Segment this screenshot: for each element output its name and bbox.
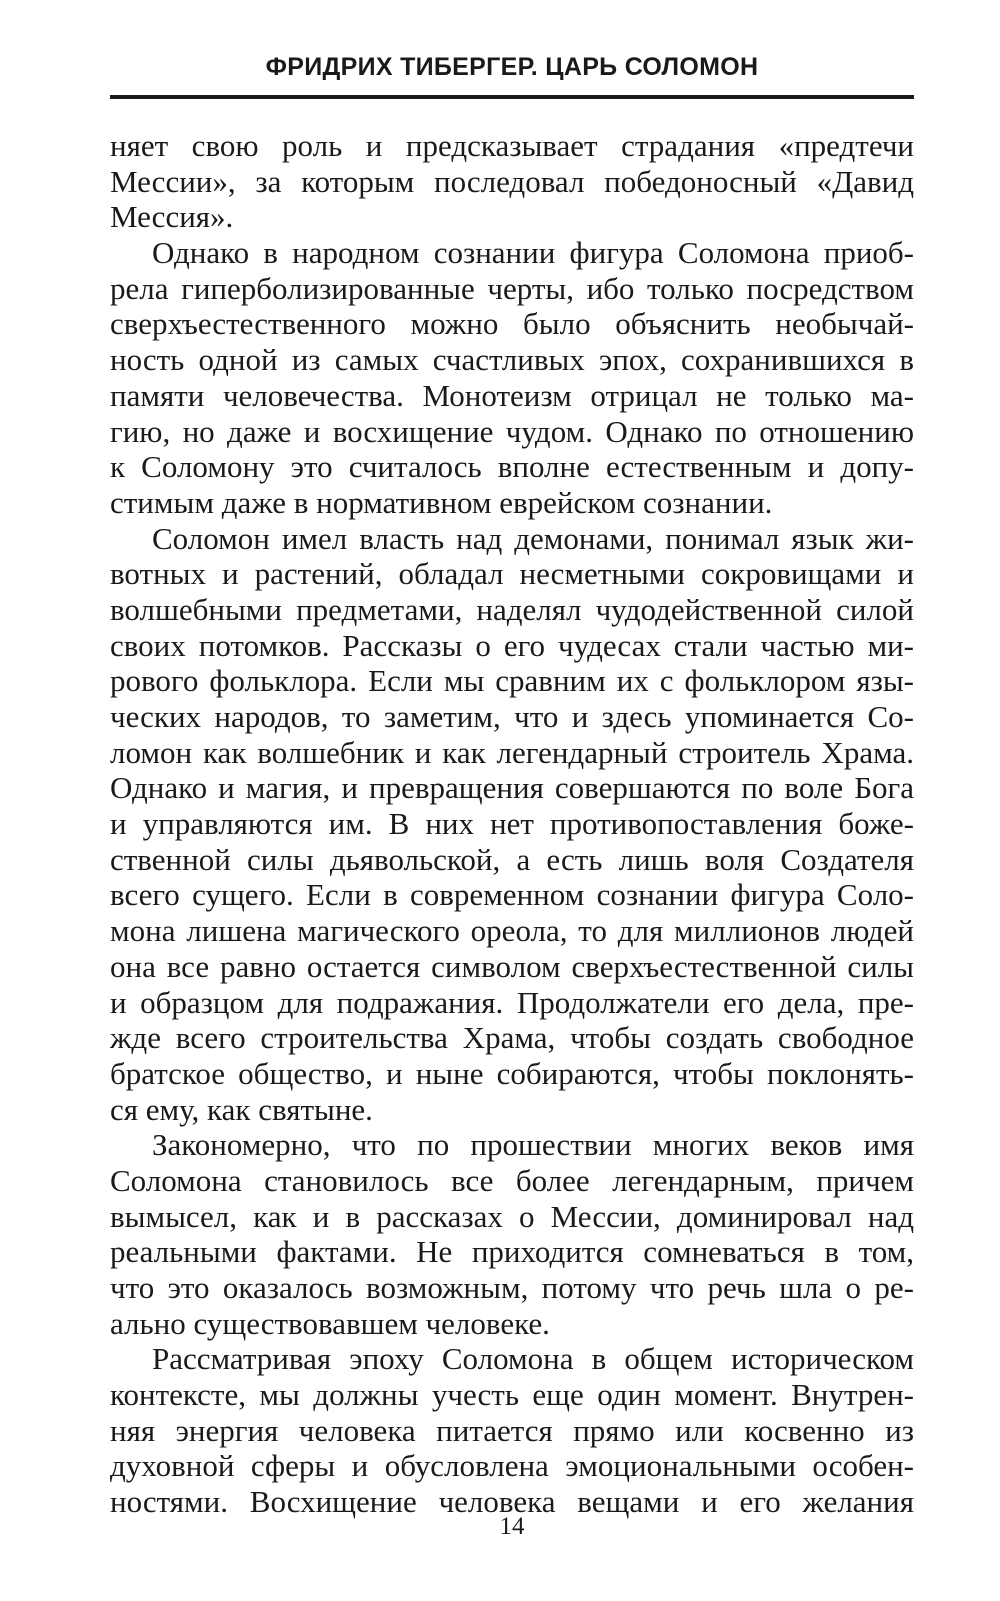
text-line: Рассматривая эпоху Соломона в общем историческом: [152, 1341, 914, 1377]
text-line: Соломон имел власть над демонами, понимал язык жи-: [152, 520, 914, 556]
text-line: Однако и магия, и превращения совершаются по воле Бога: [110, 770, 914, 806]
text-line: рела гиперболизированные черты, ибо только посредством: [110, 270, 914, 306]
text-line: и образцом для подражания. Продолжатели его дела, пре-: [110, 984, 914, 1020]
text-line: жде всего строительства Храма, чтобы создать свободное: [110, 1020, 914, 1056]
text-line: вотных и растений, обладал несметными сокровищами и: [110, 556, 914, 592]
text-line: она все равно остается символом сверхъестественной силы: [110, 948, 914, 984]
text-line: ностями. Восхищение человека вещами и его желания: [110, 1484, 914, 1520]
text-line: волшебными предметами, наделял чудодейственной силой: [110, 591, 914, 627]
text-line: рового фольклора. Если мы сравним их с фольклором язы-: [110, 663, 914, 699]
text-line: сверхъестественного можно было объяснить необычай-: [110, 306, 914, 342]
text-line: ально существовавшем человеке.: [110, 1305, 550, 1341]
text-line: всего сущего. Если в современном сознании фигура Соло-: [110, 877, 914, 913]
text-line: своих потомков. Рассказы о его чудесах стали частью ми-: [110, 627, 914, 663]
page-number: 14: [499, 1513, 525, 1540]
body-text: [110, 128, 914, 1520]
text-line: Мессия».: [110, 199, 234, 235]
text-line: гию, но даже и восхищение чудом. Однако по отношению: [110, 413, 914, 449]
text-line: Закономерно, что по прошествии многих веков имя: [152, 1127, 914, 1163]
header-rule: [110, 95, 914, 99]
text-line: ственной силы дьявольской, а есть лишь воля Создателя: [110, 841, 914, 877]
text-line: памяти человечества. Монотеизм отрицал не только ма-: [110, 377, 914, 413]
text-line: Однако в народном сознании фигура Соломона приоб-: [152, 235, 914, 271]
text-line: стимым даже в нормативном еврейском сознании.: [110, 484, 773, 520]
text-line: ческих народов, то заметим, что и здесь упоминается Со-: [110, 699, 914, 734]
text-line: духовной сферы и обусловлена эмоциональными особен-: [110, 1448, 914, 1484]
text-line: к Соломону это считалось вполне естественным и допу-: [110, 449, 914, 485]
text-line: что это оказалось возможным, потому что речь шла о ре-: [110, 1270, 914, 1305]
text-line: Мессии», за которым последовал победоносный «Давид: [110, 163, 914, 199]
text-line: Соломона становилось все более легендарным, причем: [110, 1162, 914, 1198]
text-line: реальными фактами. Не приходится сомневаться в том,: [110, 1234, 914, 1270]
text-line: няя энергия человека питается прямо или косвенно из: [110, 1412, 914, 1448]
running-title: ФРИДРИХ ТИБЕРГЕР. ЦАРЬ СОЛОМОН: [265, 53, 759, 81]
text-line: контексте, мы должны учесть еще один момент. Внутрен-: [110, 1377, 914, 1413]
text-line: вымысел, как и в рассказах о Мессии, доминировал над: [110, 1198, 914, 1234]
text-line: няет свою роль и предсказывает страдания «предтечи: [110, 128, 914, 163]
text-line: мона лишена магического ореола, то для миллионов людей: [110, 913, 914, 949]
text-line: ность одной из самых счастливых эпох, сохранившихся в: [110, 342, 914, 378]
text-line: братское общество, и ныне собираются, чтобы поклонять-: [110, 1055, 914, 1091]
text-line: ся ему, как святыне.: [110, 1091, 373, 1127]
text-line: ломон как волшебник и как легендарный строитель Храма.: [110, 734, 914, 770]
text-line: и управляются им. В них нет противопоставления боже-: [110, 806, 914, 842]
